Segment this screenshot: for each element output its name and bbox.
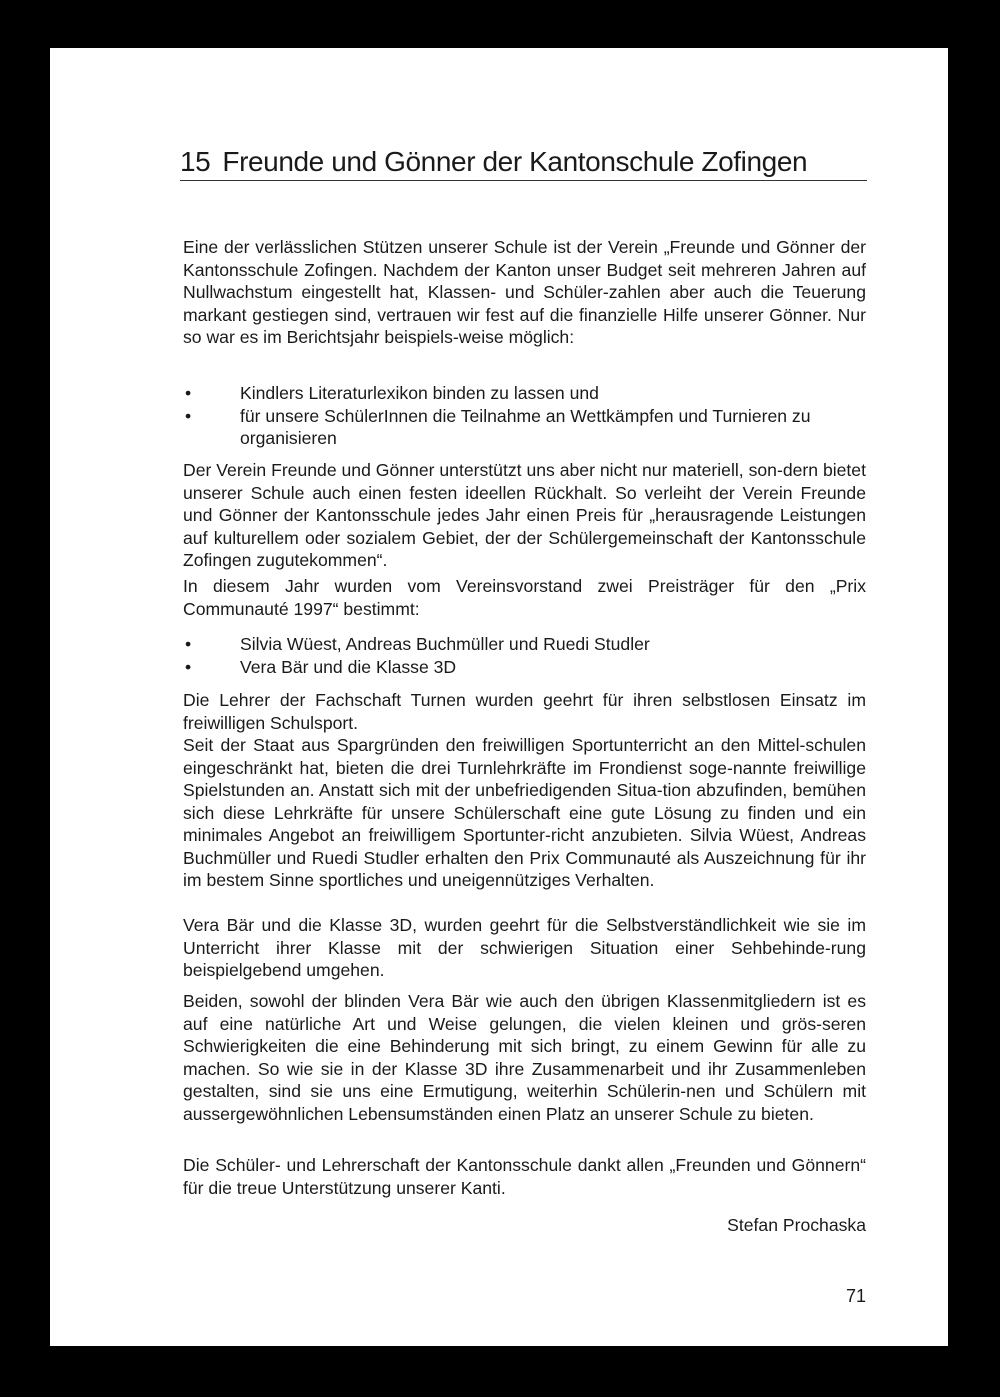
paragraph-vera-honor: Vera Bär und die Klasse 3D, wurden geehrt für die Selbstverständlichkeit wie sie im Unterricht ihrer Klasse mit der schwierigen Situation einer Sehbehinde-rung beispielgebend umgehen.: [183, 915, 866, 980]
paragraph-support: Der Verein Freunde und Gönner unterstützt uns aber nicht nur materiell, son-dern bietet unserer Schule auch einen festen ideellen Rückhalt. So verleiht der Verein Freunde und Gönner der Kantonsschule jedes Jahr einen Preis für „herausragende Leistungen auf kulturellem oder sozialem Gebiet, der der Schülergemeinschaft der Kantonsschule Zofingen zugutekommen“.: [183, 460, 866, 570]
paragraph-class: Beiden, sowohl der blinden Vera Bär wie auch den übrigen Klassenmitgliedern ist es auf eine natürliche Art und Weise gelungen, die vielen kleinen und grös-seren Schwierigkeiten die eine Behinderung mit sich bringt, zu einem Gewinn für alle zu machen. So wie sie in der Klasse 3D ihre Zusammenarbeit und ihr Zusammenleben gestalten, sind sie uns eine Ermutigung, weiterhin Schülerin-nen und Schülern mit aussergewöhnlichen Lebensumständen einen Platz an unserer Schule zu bieten.: [183, 991, 866, 1124]
chapter-number: 15: [180, 146, 211, 177]
heading-underline: [180, 180, 867, 181]
page-number: 71: [845, 1286, 866, 1306]
bullet-icon: •: [185, 634, 192, 654]
winners-list: [183, 633, 866, 678]
list-item: • Silvia Wüest, Andreas Buchmüller und Ruedi Studler: [185, 634, 650, 654]
paragraph-sport-honor: Die Lehrer der Fachschaft Turnen wurden geehrt für ihren selbstlosen Einsatz im freiwilligen Schulsport.: [183, 690, 866, 733]
list-item: • für unsere SchülerInnen die Teilnahme an Wettkämpfen und Turnieren zu organisieren: [185, 405, 811, 448]
paragraph-prize-intro: In diesem Jahr wurden vom Vereinsvorstand zwei Preisträger für den „Prix Communauté 1997“ bestimmt:: [183, 576, 866, 619]
author-signature: Stefan Prochaska: [727, 1215, 866, 1235]
funded-items-list: [183, 382, 866, 450]
paragraph-intro: Eine der verlässlichen Stützen unserer Schule ist der Verein „Freunde und Gönner der Kantonsschule Zofingen. Nachdem der Kanton unser Budget seit mehreren Jahren auf Nullwachstum eingestellt hat, Klassen- und Schüler-zahlen aber auch die Teuerung markant gestiegen sind, vertrauen wir fest auf die finanzielle Hilfe unserer Gönner. Nur so war es im Berichtsjahr beispiels-weise möglich:: [183, 237, 866, 347]
bullet-icon: •: [185, 383, 192, 403]
paragraph-thanks: Die Schüler- und Lehrerschaft der Kantonsschule dankt allen „Freunden und Gönnern“ für die treue Unterstützung unserer Kanti.: [183, 1155, 866, 1198]
list-item: • Kindlers Literaturlexikon binden zu lassen und: [185, 383, 599, 403]
paragraph-sport-details: Seit der Staat aus Spargründen den freiwilligen Sportunterricht an den Mittel-schulen eingeschränkt hat, bieten die drei Turnlehrkräfte im Frondienst soge-nannte freiwillige Spielstunden an. Anstatt sich mit der unbefriedigenden Situa-tion abzufinden, bemühen sich diese Lehrkräfte für unsere Schülerschaft eine gute Lösung zu finden und ein minimales Angebot an freiwilligem Sportunter-richt anzubieten. Silvia Wüest, Andreas Buchmüller und Ruedi Studler erhalten den Prix Communauté als Auszeichnung für ihr im bestem Sinne sportliches und uneigennütziges Verhalten.: [183, 735, 866, 890]
bullet-icon: •: [185, 656, 192, 677]
document-page: [50, 48, 948, 1346]
chapter-heading: [180, 146, 867, 178]
chapter-title: Freunde und Gönner der Kantonschule Zofingen: [222, 146, 808, 177]
list-item: • Vera Bär und die Klasse 3D: [185, 656, 457, 677]
bullet-icon: •: [185, 405, 192, 426]
